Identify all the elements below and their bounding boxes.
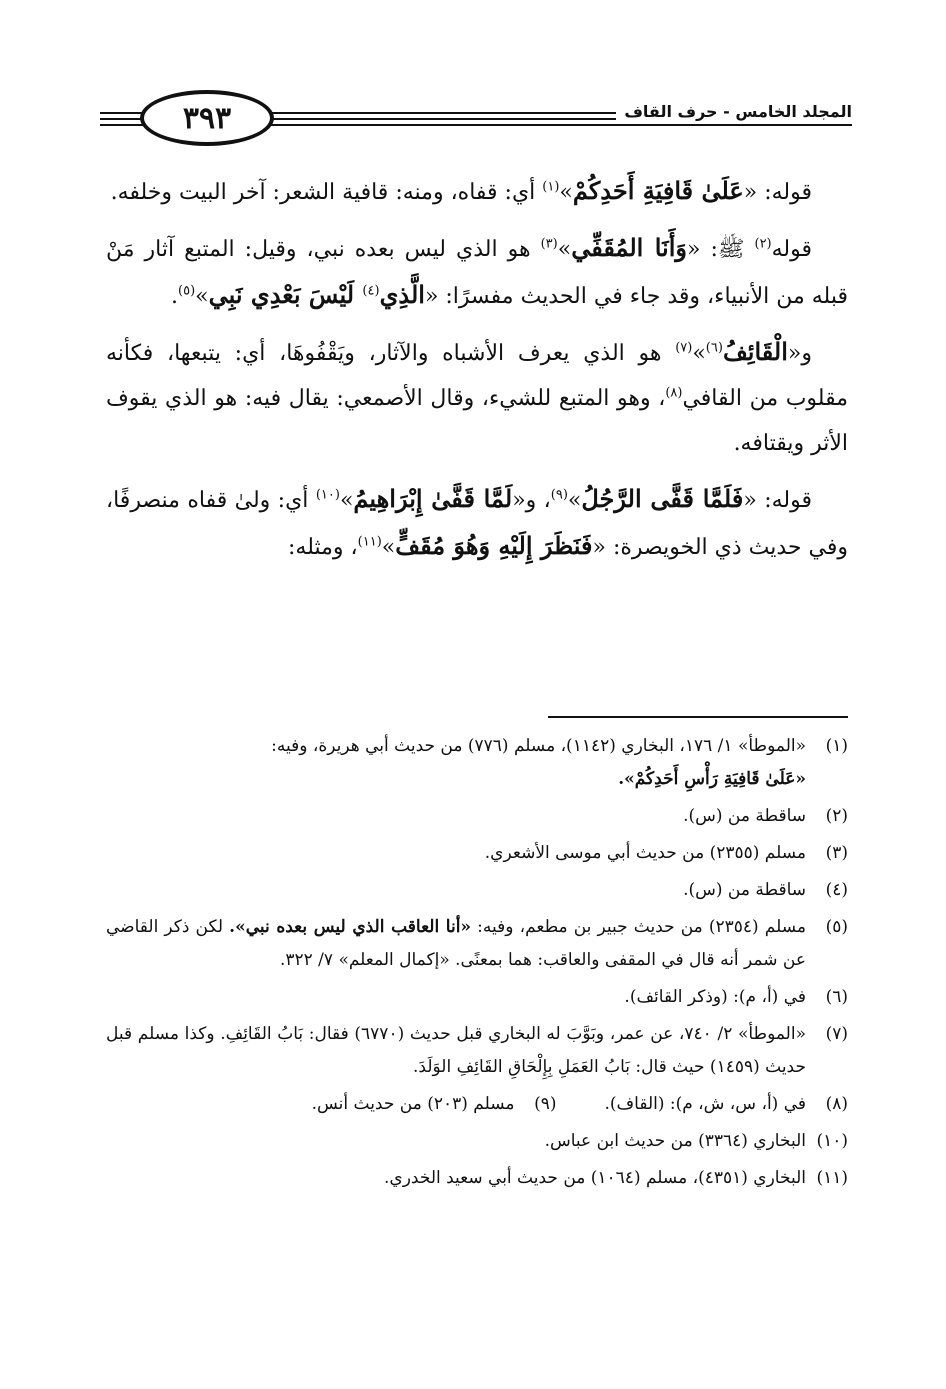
footnote-text [106,730,806,796]
page-number [140,90,274,146]
text-run: هو الذي يعرف الأشباه والآثار، ويَقْفُوهَا، أي: يتبعها، فكأنه مقلوب من القافي [106,341,848,411]
footnote-text: في (أ، س، ش، م): (القاف). [604,1094,806,1114]
paragraph-1 [106,168,848,215]
hadith-quote: الْقَائِفُ [722,337,788,366]
hadith-quote: لَمَّا قَفَّىٰ إِبْرَاهِيمُ [353,484,513,513]
hadith-quote: فَلَمَّا قَفَّى الرَّجُلُ [581,484,744,513]
footnote-5 [106,911,848,977]
text-run: أي: ولىٰ قفاه منصرفًا، وفي حديث ذي الخويصرة: « [106,488,848,560]
paragraph-4 [106,476,848,570]
footnote-text: «الموطأ» ٢/ ٧٤٠، عن عمر، وبَوَّبَ له البخاري قبل حديث (٦٧٧٠) فقال: بَابُ القَائِفِ. وكذا مسلم قبل حديث (١٤٥٩) حيث قال: بَابُ العَمَلِ بِإِلْحَاقِ القَائِفِ الوَلَدَ. [106,1024,806,1077]
footnote-ref[interactable]: (٨) [665,385,683,401]
footnote-text: ساقطة من (س). [683,806,806,826]
text-run: ﷺ: « [686,237,755,262]
footnote-6 [106,981,848,1014]
text-run: » [195,284,209,309]
page-number-text: ٣٩٣ [182,100,232,136]
footnote-7 [106,1018,848,1084]
paragraph-2 [106,225,848,319]
footnotes [106,730,848,1199]
text-run: » [339,488,354,513]
text-run: » [381,535,396,560]
text-run: و« [787,341,812,366]
footnote-8 [605,1088,849,1121]
footnote-text: البخاري (٤٣٥١)، مسلم (١٠٦٤) من حديث أبي سعيد الخدري. [384,1168,806,1188]
footnote-text: مسلم (٢٠٣) من حديث أنس. [311,1094,515,1114]
footnote-11 [106,1162,848,1195]
text-run: » [692,341,706,366]
running-title: المجلد الخامس - حرف القاف [616,102,852,121]
footnote-number: (٧) [825,1024,848,1044]
footnote-number: (٦) [825,987,848,1007]
footnote-4 [106,874,848,907]
text-run: هو الذي ليس بعده نبي، وقيل: المتبع آثار مَنْ قبله من الأنبياء، وقد جاء في الحديث مفسرًا: « [106,237,848,309]
footnote-text: البخاري (٣٣٦٤) من حديث ابن عباس. [544,1131,806,1151]
text-run: ، وهو المتبع للشيء، وقال الأصمعي: يقال فيه: هو الذي يقوف الأثر ويقتافه. [106,386,848,456]
footnote-ref[interactable]: (٥) [178,283,196,299]
footnote-ref[interactable]: (٢) [754,236,772,252]
text-run: قوله: « [743,488,812,513]
footnote-1 [106,730,848,796]
footnote-number: (١٠) [816,1131,848,1151]
footnote-ref[interactable]: (٦) [705,340,723,356]
hadith-quote: لَيْسَ بَعْدِي نَبِي [208,280,363,309]
footnote-separator [548,716,848,718]
text-run: » [559,180,573,205]
footnote-9 [312,1088,557,1121]
hadith-quote: وَأَنَا المُقَفِّي [571,233,687,262]
footnote-number: (٣) [825,843,848,863]
footnote-number: (١١) [816,1168,848,1188]
footnote-ref[interactable]: (١١) [357,534,382,550]
text-run: . [171,284,179,309]
text-run: «الموطأ» ١/ ١٧٦، البخاري (١١٤٢)، مسلم (٧٧٦) من حديث أبي هريرة، وفيه: [271,736,806,756]
footnote-number: (٨) [825,1094,848,1114]
footnote-number: (٩) [534,1094,557,1114]
hadith-quote: عَلَىٰ قَافِيَةِ أَحَدِكُمْ [572,176,744,205]
footnotes-8-9 [106,1088,848,1121]
text-run: مسلم (٢٣٥٤) من حديث جبير بن مطعم، وفيه: [471,917,806,937]
text-run: » [567,488,582,513]
main-text [106,168,848,580]
hadith-quote: «أنا العاقب الذي ليس بعده نبي». [229,917,472,937]
page-header [100,88,852,152]
footnote-ref[interactable]: (١) [542,179,560,195]
footnote-text: في (أ، م): (وذكر القائف). [624,987,806,1007]
text-run: ، و« [512,488,551,513]
footnote-text: مسلم (٢٣٥٥) من حديث أبي موسى الأشعري. [484,843,806,863]
text-run: أي: قفاه، ومنه: قافية الشعر: آخر البيت وخلفه. [110,180,543,205]
footnote-ref[interactable]: (٤) [362,283,380,299]
text-run: قوله [771,237,813,262]
footnote-number: (٤) [825,880,848,900]
text-run: » [557,237,572,262]
hadith-quote: فَنَظَرَ إِلَيْهِ وَهُوَ مُقَفٍّ [395,531,593,560]
footnote-10 [106,1125,848,1158]
footnote-number: (٢) [825,806,848,826]
footnote-ref[interactable]: (٣) [540,236,558,252]
hadith-quote: «عَلَىٰ قَافِيَةِ رَأْسِ أَحَدِكُمْ». [618,769,806,789]
footnote-3 [106,837,848,870]
hadith-quote: الَّذِي [379,280,425,309]
footnote-text: ساقطة من (س). [683,880,806,900]
text-run: لكن ذكر القاضي عن شمر أنه قال في المقفى والعاقب: هما بمعنًى. «إكمال المعلم» ٧/ ٣٢٢. [106,917,806,970]
footnote-text [106,911,806,977]
footnote-2 [106,800,848,833]
footnote-number: (٥) [825,917,848,937]
text-run: ، ومثله: [288,535,358,560]
paragraph-3 [106,329,848,466]
footnote-ref[interactable]: (٩) [550,487,568,503]
footnote-number: (١) [825,736,848,756]
footnote-ref[interactable]: (٧) [675,340,693,356]
footnote-ref[interactable]: (١٠) [315,487,340,503]
text-run: قوله: « [743,180,812,205]
